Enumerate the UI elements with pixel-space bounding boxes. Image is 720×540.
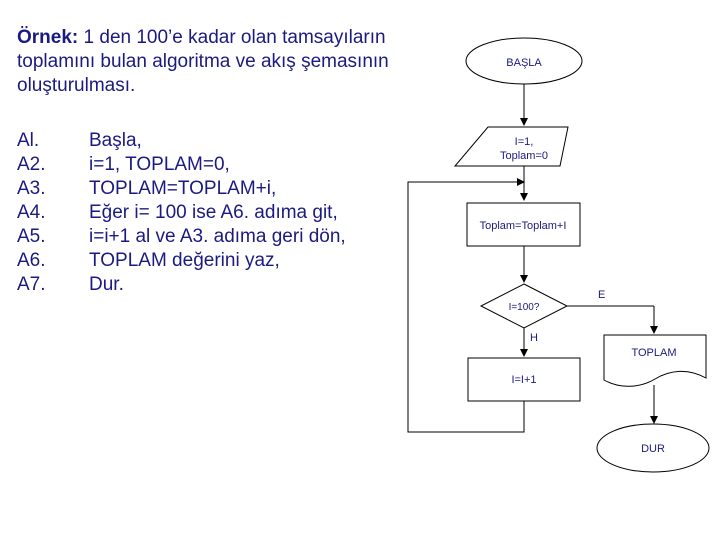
output-document-shape [604, 335, 706, 386]
step-text: Başla, [89, 130, 142, 151]
step-number: A3. [17, 178, 46, 199]
example-description: 1 den 100’e kadar olan tamsayıların toplamını bulan algoritma ve akış şemasının oluşturulması. [17, 27, 389, 96]
start-label: BAŞLA [506, 57, 542, 69]
step-text: Eğer i= 100 ise A6. adıma git, [89, 202, 338, 223]
step-number: A7. [17, 274, 46, 295]
init-label-line1: I=1, [514, 136, 534, 148]
step-number: A5. [17, 226, 46, 247]
step-text: i=i+1 al ve A3. adıma geri dön, [89, 226, 346, 247]
decision-label: I=100? [508, 302, 540, 313]
init-label-line2: Toplam=0 [499, 150, 549, 162]
step-number: Al. [17, 130, 40, 151]
no-label: H [530, 332, 538, 344]
increment-label: I=I+1 [511, 374, 537, 386]
step-text: Dur. [89, 274, 124, 295]
yes-label: E [598, 289, 606, 301]
process-label: Toplam=Toplam+I [479, 220, 567, 232]
example-label: Örnek: [17, 27, 79, 48]
step-text: TOPLAM=TOPLAM+i, [89, 178, 277, 199]
output-label: TOPLAM [631, 347, 677, 359]
end-label: DUR [641, 443, 665, 455]
step-number: A6. [17, 250, 46, 271]
step-text: TOPLAM değerini yaz, [89, 250, 280, 271]
step-text: i=1, TOPLAM=0, [89, 154, 230, 175]
step-number: A2. [17, 154, 46, 175]
step-number: A4. [17, 202, 46, 223]
